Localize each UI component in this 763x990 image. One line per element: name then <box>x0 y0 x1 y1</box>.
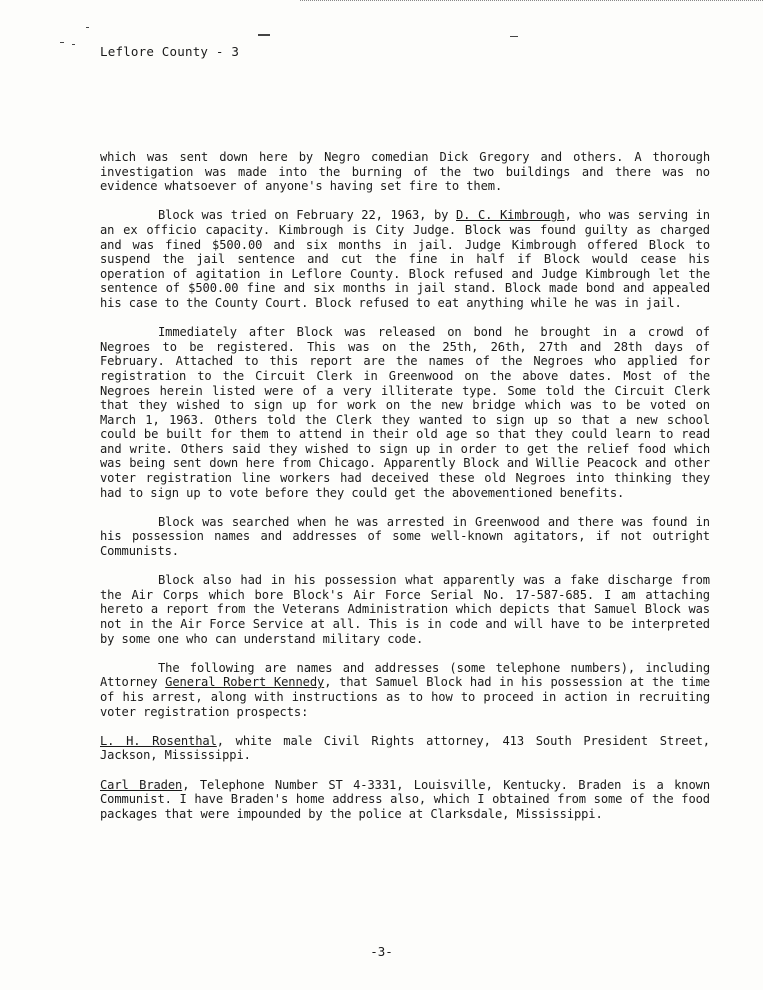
scan-speck <box>72 44 75 45</box>
scan-speck <box>86 27 89 28</box>
attorney-general-underlined: General Robert Kennedy <box>165 675 325 690</box>
paragraph-6-text-after: , that Samuel Block had in his possession at the time of his arrest, along with instructions as to how to proceed in action in recruiting voter registration prospects: <box>100 675 710 719</box>
judge-name-underlined: D. C. Kimbrough <box>455 208 565 223</box>
paragraph-1-text: which was sent down here by Negro comedian Dick Gregory and others. A thorough investigation was made into the burning of the two buildings and there was no evidence whatsoever of anyone's having set fire to them. <box>100 150 710 194</box>
contact-entry-rosenthal <box>100 734 710 763</box>
rosenthal-details: , white male Civil Rights attorney, 413 South President Street, Jackson, Mississippi. <box>100 733 710 763</box>
scan-speck <box>258 34 270 36</box>
report-body <box>100 150 710 836</box>
contact-entry-braden <box>100 778 710 822</box>
paragraph-6 <box>100 661 710 719</box>
paragraph-2-text-before: Block was tried on February 22, 1963, by <box>158 208 456 223</box>
paragraph-2-text-after: , who was serving in an ex officio capacity. Kimbrough is City Judge. Block was found guilty as charged and was fined $500.00 and six months in jail. Judge Kimbrough offered Block to suspend the jail sentence and cut the fine in half if Block would cease his operation of agitation in Leflore County. Block refused and Judge Kimbrough let the sentence of $500.00 fine and six months in jail stand. Block made bond and appealed his case to the County Court. Block refused to eat anything while he was in jail. <box>100 208 710 310</box>
page-header: Leflore County - 3 <box>100 44 240 59</box>
page-number: -3- <box>370 944 393 959</box>
rosenthal-name-underlined: L. H. Rosenthal <box>100 733 217 748</box>
scan-speck <box>510 36 518 37</box>
braden-details: , Telephone Number ST 4-3331, Louisville, Kentucky. Braden is a known Communist. I have Braden's home address also, which I obtained from some of the food packages that were impounded by the police at Clarksdale, Mississippi. <box>100 777 711 821</box>
top-edge-rule <box>300 0 763 3</box>
paragraph-6-text-before: The following are names and addresses (some telephone numbers), including Attorney <box>100 660 710 690</box>
paragraph-3 <box>100 325 710 500</box>
scan-speck <box>60 42 64 43</box>
paragraph-5 <box>100 573 710 646</box>
paragraph-1 <box>100 150 710 194</box>
paragraph-5-text: Block also had in his possession what apparently was a fake discharge from the Air Corps which bore Block's Air Force Serial No. 17-587-685. I am attaching hereto a report from the Veterans Administration which depicts that Samuel Block was not in the Air Force Service at all. This is in code and will have to be interpreted by some one who can understand military code. <box>100 573 710 646</box>
paragraph-4-text: Block was searched when he was arrested in Greenwood and there was found in his possession names and addresses of some well-known agitators, if not outright Communists. <box>100 514 710 559</box>
paragraph-4 <box>100 515 710 559</box>
paragraph-2 <box>100 208 710 310</box>
paragraph-3-text: Immediately after Block was released on bond he brought in a crowd of Negroes to be registered. This was on the 25th, 26th, 27th and 28th days of February. Attached to this report are the names of the Negroes who applied for registration to the Circuit Clerk in Greenwood on the above dates. Most of the Negroes herein listed were of a very illiterate type. Some told the Circuit Clerk that they wished to sign up for work on the new bridge which was to be voted on March 1, 1963. Others told the Clerk they wanted to sign up so that a new school could be built for them to attend in their old age so that they could learn to read and write. Others said they wished to sign up in order to get the relief food which was being sent down here from Chicago. Apparently Block and Willie Peacock and other voter registration line workers had deceived these old Negroes into thinking they had to sign up to vote before they could get the abovementioned benefits. <box>100 325 710 500</box>
braden-name-underlined: Carl Braden <box>100 777 183 792</box>
